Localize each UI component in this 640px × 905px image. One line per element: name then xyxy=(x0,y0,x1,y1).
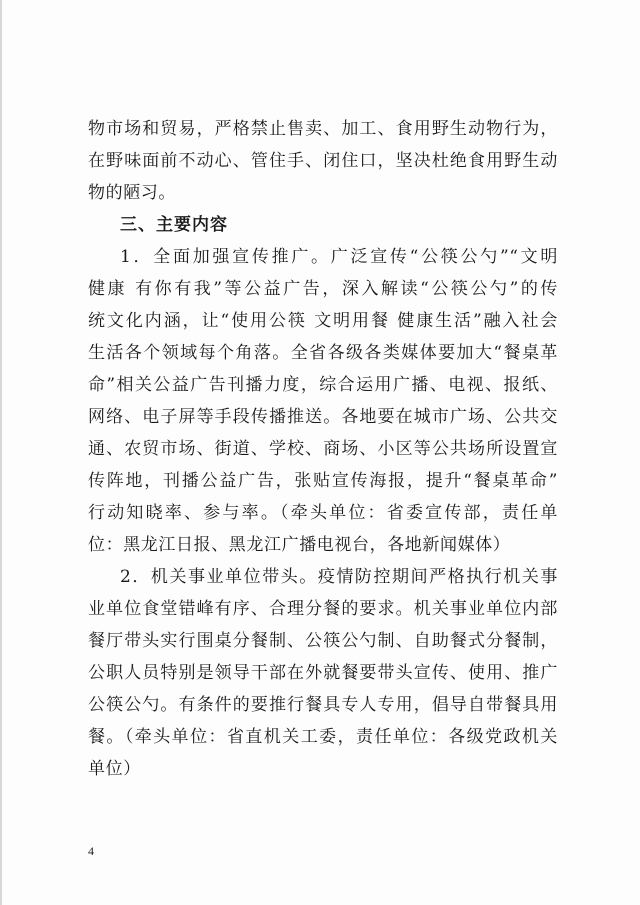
text-line: 公筷公勺。有条件的要推行餐具专人专用，倡导自带餐具用 xyxy=(88,695,558,715)
text-line: 统文化内涵，让“使用公筷 文明用餐 健康生活”融入社会 xyxy=(88,311,558,331)
text-line: 1．全面加强宣传推广。广泛宣传“公筷公勺”“文明 xyxy=(120,247,558,267)
text-line: 位：黑龙江日报、黑龙江广播电视台，各地新闻媒体） xyxy=(88,535,511,555)
text-line: 在野味面前不动心、管住手、闭住口，坚决杜绝食用野生动 xyxy=(88,151,558,171)
page-edge xyxy=(0,0,2,905)
page-number: 4 xyxy=(88,844,94,858)
text-line: 通、农贸市场、街道、学校、商场、小区等公共场所设置宣 xyxy=(88,439,558,459)
text-line: 生活各个领域每个角落。全省各级各类媒体要加大“餐桌革 xyxy=(88,343,558,363)
text-line: 单位） xyxy=(88,759,141,779)
text-line: 传阵地，刊播公益广告，张贴宣传海报，提升“餐桌革命” xyxy=(88,471,558,491)
text-line: 2．机关事业单位带头。疫情防控期间严格执行机关事 xyxy=(120,567,558,587)
text-line: 健康 有你有我”等公益广告，深入解读“公筷公勺”的传 xyxy=(88,279,558,299)
text-line: 餐。（牵头单位：省直机关工委，责任单位：各级党政机关 xyxy=(88,727,558,747)
text-line: 命”相关公益广告刊播力度，综合运用广播、电视、报纸、 xyxy=(88,375,558,395)
text-line: 业单位食堂错峰有序、合理分餐的要求。机关事业单位内部 xyxy=(88,599,558,619)
text-line: 餐厅带头实行围桌分餐制、公筷公勺制、自助餐式分餐制， xyxy=(88,631,558,651)
text-line: 行动知晓率、参与率。（牵头单位：省委宣传部，责任单 xyxy=(88,503,558,523)
text-line: 物的陋习。 xyxy=(88,183,176,203)
text-line: 物市场和贸易，严格禁止售卖、加工、食用野生动物行为， xyxy=(88,119,558,139)
text-line: 公职人员特别是领导干部在外就餐要带头宣传、使用、推广 xyxy=(88,663,558,683)
text-line: 网络、电子屏等手段传播推送。各地要在城市广场、公共交 xyxy=(88,407,558,427)
section-heading: 三、主要内容 xyxy=(120,215,228,235)
